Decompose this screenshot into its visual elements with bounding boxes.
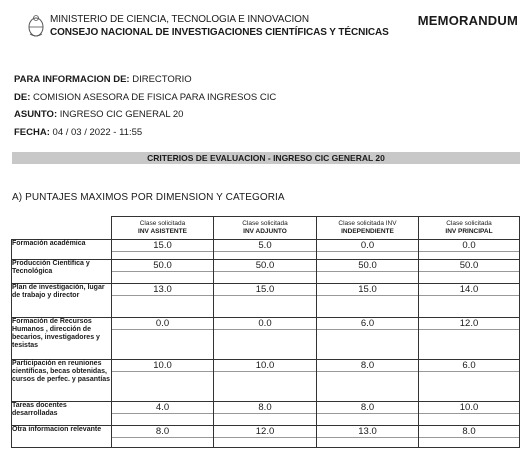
- coat-of-arms-icon: [26, 14, 46, 38]
- header-corner: [12, 217, 112, 240]
- section-title: A) PUNTAJES MAXIMOS POR DIMENSION Y CATEGORIA: [12, 192, 285, 203]
- row-label: Tareas docentes desarrolladas: [12, 402, 112, 426]
- table-row: [12, 318, 520, 360]
- score-cell: 10.0: [214, 360, 317, 402]
- score-cell: 12.0: [214, 426, 317, 448]
- score-cell: 13.0: [317, 426, 419, 448]
- row-label: Producción Científica y Tecnológica: [12, 260, 112, 284]
- score-cell: 6.0: [317, 318, 419, 360]
- meta-fecha: FECHA: 04 / 03 / 2022 - 11:55: [14, 126, 143, 138]
- row-label: Participación en reuniones científicas, becas obtenidas, cursos de perfec. y pasantías: [12, 360, 112, 402]
- row-label: Plan de investigación, lugar de trabajo y director: [12, 284, 112, 318]
- criteria-heading: CRITERIOS DE EVALUACION - INGRESO CIC GENERAL 20: [12, 152, 520, 164]
- scores-table: [11, 216, 520, 448]
- score-cell: 8.0: [112, 426, 214, 448]
- council-name: CONSEJO NACIONAL DE INVESTIGACIONES CIENTÍFICAS Y TÉCNICAS: [50, 27, 389, 38]
- score-cell: 50.0: [112, 260, 214, 284]
- score-cell: 5.0: [214, 240, 317, 260]
- score-cell: 0.0: [112, 318, 214, 360]
- column-header: Clase solicitada INV ADJUNTO: [214, 217, 317, 240]
- score-cell: 0.0: [214, 318, 317, 360]
- table-header-row: [12, 217, 520, 240]
- score-cell: 12.0: [419, 318, 520, 360]
- score-cell: 8.0: [214, 402, 317, 426]
- score-cell: 0.0: [419, 240, 520, 260]
- row-label: Formación de Recursos Humanos , dirección de becarios, investigadores y tesistas: [12, 318, 112, 360]
- table-row: [12, 260, 520, 284]
- column-header: Clase solicitada INV PRINCIPAL: [419, 217, 520, 240]
- score-cell: 15.0: [112, 240, 214, 260]
- column-header: Clase solicitada INV INDEPENDIENTE: [317, 217, 419, 240]
- row-label: Formación académica: [12, 240, 112, 260]
- score-cell: 50.0: [419, 260, 520, 284]
- document-header: [0, 0, 532, 48]
- score-cell: 50.0: [317, 260, 419, 284]
- table-row: [12, 402, 520, 426]
- score-cell: 0.0: [317, 240, 419, 260]
- score-cell: 8.0: [419, 426, 520, 448]
- score-cell: 10.0: [112, 360, 214, 402]
- memo-meta: [14, 71, 276, 141]
- table-row: [12, 284, 520, 318]
- document-type: MEMORANDUM: [417, 13, 518, 28]
- score-cell: 13.0: [112, 284, 214, 318]
- score-cell: 8.0: [317, 402, 419, 426]
- row-label: Otra informacion relevante: [12, 426, 112, 448]
- score-cell: 15.0: [214, 284, 317, 318]
- score-cell: 8.0: [317, 360, 419, 402]
- organization-name: [50, 13, 389, 39]
- table-row: [12, 360, 520, 402]
- score-cell: 6.0: [419, 360, 520, 402]
- score-cell: 50.0: [214, 260, 317, 284]
- score-cell: 4.0: [112, 402, 214, 426]
- meta-de: DE: COMISION ASESORA DE FISICA PARA INGRESOS CIC: [14, 91, 277, 103]
- table-row: [12, 426, 520, 448]
- column-header: Clase solicitada INV ASISTENTE: [112, 217, 214, 240]
- score-cell: 14.0: [419, 284, 520, 318]
- ministry-name: MINISTERIO DE CIENCIA, TECNOLOGIA E INNOVACION: [50, 14, 309, 25]
- meta-asunto: ASUNTO: INGRESO CIC GENERAL 20: [14, 109, 184, 120]
- score-cell: 10.0: [419, 402, 520, 426]
- score-cell: 15.0: [317, 284, 419, 318]
- meta-para: PARA INFORMACION DE: DIRECTORIO: [14, 74, 192, 85]
- table-row: [12, 240, 520, 260]
